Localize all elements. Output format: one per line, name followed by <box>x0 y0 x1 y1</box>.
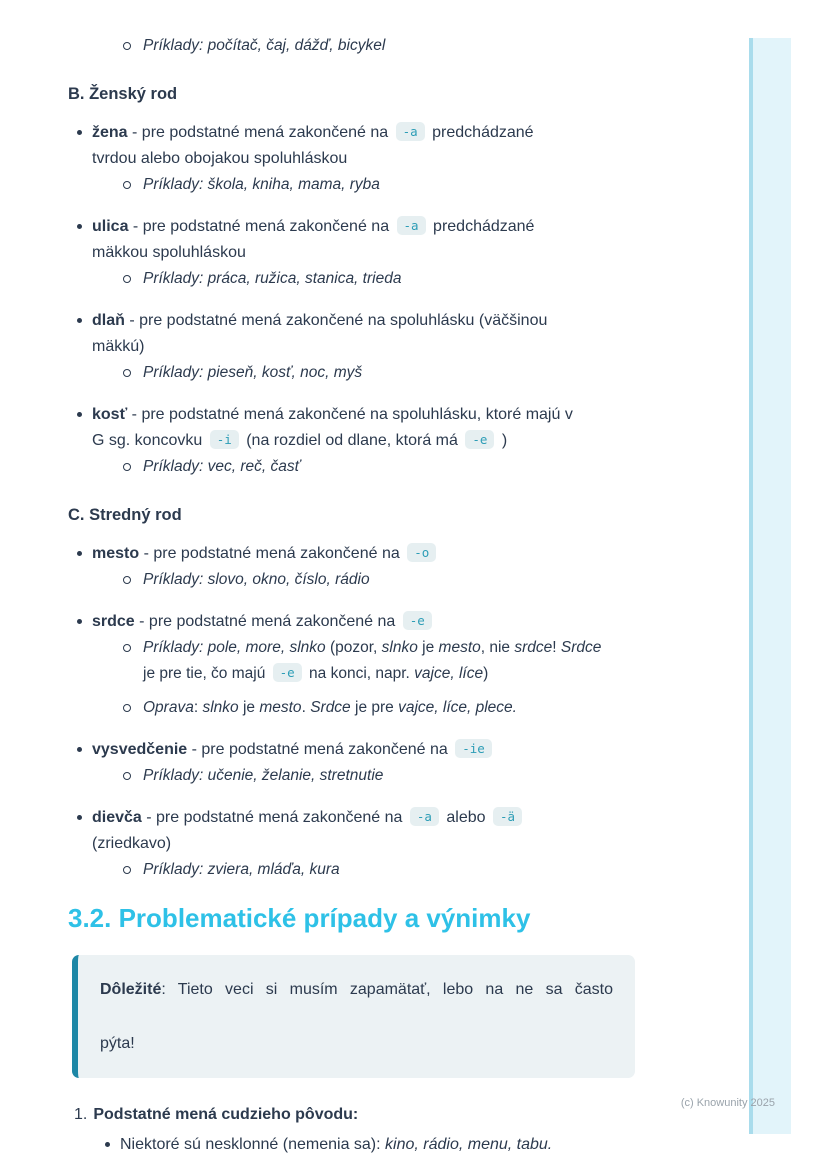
list-item <box>68 1132 728 1158</box>
bullet-dot-icon <box>77 747 82 752</box>
text-line <box>92 428 728 454</box>
list-item <box>68 308 728 360</box>
text-run: Niektoré sú nesklonné (nemenia sa): <box>120 1136 386 1153</box>
text-run: (pozor, <box>329 639 382 656</box>
callout-text <box>100 976 613 1057</box>
circle-bullet-icon <box>123 576 131 584</box>
numbered-item-title-line <box>68 1102 728 1128</box>
page-edge-decoration-bar <box>749 38 791 1134</box>
example-italic: Príklady: počítač, čaj, dážď, bicykel <box>143 37 386 54</box>
circle-bullet-icon <box>123 42 131 50</box>
list-item <box>68 609 728 635</box>
text-run: - pre podstatné mená zakončené na <box>141 809 407 826</box>
list-item <box>68 214 728 266</box>
list-item-text <box>120 1132 728 1158</box>
text-line <box>143 857 728 883</box>
list-item <box>68 737 728 763</box>
example-italic: Oprava <box>143 699 194 716</box>
example-italic: Príklady: slovo, okno, číslo, rádio <box>143 571 370 588</box>
circle-bullet-icon <box>123 704 131 712</box>
list-item-text <box>143 172 728 198</box>
text-run: - pre podstatné mená zakončené na <box>127 124 393 141</box>
list-item-text <box>92 214 728 266</box>
text-run: predchádzané <box>428 218 535 235</box>
list-item-text <box>143 454 728 480</box>
list-item-text <box>92 541 728 567</box>
example-italic: slnko <box>202 699 239 716</box>
list-item <box>68 402 728 454</box>
ending-badge: -a <box>396 122 425 141</box>
bullet-dot-icon <box>77 619 82 624</box>
document-content <box>68 33 728 1158</box>
text-line <box>143 454 728 480</box>
ending-badge: -a <box>397 216 426 235</box>
list-item-text <box>143 360 728 386</box>
text-line <box>92 334 728 360</box>
text-run: - pre podstatné mená zakončené na spoluhlásku, ktoré majú v <box>127 406 573 423</box>
list-item-text <box>92 737 728 763</box>
text-run: (zriedkavo) <box>92 835 172 852</box>
example-italic: Príklady: škola, kniha, mama, ryba <box>143 176 380 193</box>
text-line <box>143 266 728 292</box>
text-line <box>92 214 728 240</box>
term-bold: dlaň <box>92 312 125 329</box>
text-line <box>92 240 728 266</box>
bullet-dot-icon <box>77 130 82 135</box>
sub-list-item <box>68 857 728 883</box>
text-line <box>100 976 613 1030</box>
bullet-item-group <box>68 737 728 789</box>
ending-badge: -ä <box>493 807 522 826</box>
sub-list-item <box>68 695 728 721</box>
sub-list-item <box>68 454 728 480</box>
number-marker: 1. <box>74 1106 88 1123</box>
circle-bullet-icon <box>123 463 131 471</box>
text-run: tvrdou alebo obojakou spoluhláskou <box>92 150 348 167</box>
text-run: je pre <box>350 699 399 716</box>
text-run: - pre podstatné mená zakončené na <box>128 218 394 235</box>
list-item-text <box>143 567 728 593</box>
text-line <box>120 1132 728 1158</box>
example-italic: Príklady: pieseň, kosť, noc, myš <box>143 364 363 381</box>
text-run: ) <box>497 432 508 449</box>
text-line <box>143 172 728 198</box>
list-item-text <box>143 857 728 883</box>
list-item-text <box>143 635 728 687</box>
text-run: G sg. koncovku <box>92 432 207 449</box>
bullet-dot-icon <box>77 318 82 323</box>
text-line <box>143 661 728 687</box>
ending-badge: -o <box>407 543 436 562</box>
list-item-text <box>143 695 728 721</box>
example-italic: Srdce <box>560 639 602 656</box>
text-line <box>92 120 728 146</box>
bullet-dot-icon <box>105 1142 110 1147</box>
example-italic: srdce <box>514 639 553 656</box>
list-item-text <box>92 120 728 172</box>
term-bold: Dôležité <box>100 981 162 998</box>
bullet-dot-icon <box>77 224 82 229</box>
text-run: - pre podstatné mená zakončené na spoluhlásku (väčšinou <box>124 312 548 329</box>
example-italic: Srdce <box>310 699 351 716</box>
text-line <box>143 635 728 661</box>
text-line <box>143 33 728 59</box>
list-item-text <box>143 33 728 59</box>
bullet-dot-icon <box>77 815 82 820</box>
example-italic: Príklady: učenie, želanie, stretnutie <box>143 767 384 784</box>
list-item <box>68 805 728 857</box>
ending-badge: -e <box>403 611 432 630</box>
term-bold: ulica <box>92 218 129 235</box>
section-heading: B. Ženský rod <box>68 85 178 103</box>
text-line <box>143 763 728 789</box>
bullet-item-group <box>68 402 728 480</box>
text-run: na konci, napr. <box>304 665 415 682</box>
section-heading: C. Stredný rod <box>68 506 182 524</box>
text-run: : <box>193 699 203 716</box>
list-item-text <box>92 402 728 454</box>
text-line <box>92 805 728 831</box>
copyright-footer: (c) Knowunity 2025 <box>680 1097 775 1109</box>
text-line <box>92 609 728 635</box>
numbered-item-title: Podstatné mená cudzieho pôvodu: <box>93 1106 359 1123</box>
text-line <box>92 146 728 172</box>
text-run: ! <box>552 639 561 656</box>
example-italic: Príklady: práca, ružica, stanica, trieda <box>143 270 402 287</box>
sub-list-item <box>68 266 728 292</box>
text-run: - pre podstatné mená zakončené na <box>134 613 400 630</box>
gender-sections <box>68 83 728 883</box>
list-item <box>68 541 728 567</box>
ending-badge: -e <box>273 663 302 682</box>
circle-bullet-icon <box>123 275 131 283</box>
text-run: - pre podstatné mená zakončené na <box>187 741 453 758</box>
sub-list-item <box>68 33 728 59</box>
sub-list-item <box>68 763 728 789</box>
bullet-item-group <box>68 308 728 386</box>
text-run: mäkkou spoluhláskou <box>92 244 246 261</box>
example-italic: kino, rádio, menu, tabu. <box>385 1136 553 1153</box>
example-italic: Príklady: vec, reč, časť <box>143 458 301 475</box>
circle-bullet-icon <box>123 866 131 874</box>
circle-bullet-icon <box>123 181 131 189</box>
text-line <box>92 737 728 763</box>
text-run: alebo <box>441 809 490 826</box>
text-run: . <box>301 699 311 716</box>
bullet-item-group <box>68 541 728 593</box>
text-run: (na rozdiel od dlane, ktorá má <box>241 432 463 449</box>
ending-badge: -ie <box>455 739 492 758</box>
text-run: predchádzané <box>427 124 534 141</box>
sub-list-item <box>68 635 728 687</box>
circle-bullet-icon <box>123 644 131 652</box>
term-bold: dievča <box>92 809 142 826</box>
list-item-text <box>143 266 728 292</box>
example-italic: slnko <box>381 639 418 656</box>
text-run: pýta! <box>100 1035 135 1052</box>
bullet-item-group <box>68 214 728 292</box>
intro-example-list <box>68 33 728 59</box>
numbered-item <box>68 1102 728 1158</box>
text-run: je <box>238 699 260 716</box>
sub-list-item <box>68 360 728 386</box>
bullet-item-group <box>68 120 728 198</box>
important-callout <box>72 955 635 1078</box>
section-heading-3-2: 3.2. Problematické prípady a výnimky <box>68 903 531 933</box>
circle-bullet-icon <box>123 369 131 377</box>
text-line <box>143 360 728 386</box>
text-run: - pre podstatné mená zakončené na <box>139 545 405 562</box>
text-run: mäkkú) <box>92 338 145 355</box>
term-bold: srdce <box>92 613 135 630</box>
bullet-item-group <box>68 805 728 883</box>
text-line <box>92 541 728 567</box>
bullet-item-group <box>68 609 728 721</box>
bullet-dot-icon <box>77 551 82 556</box>
ending-badge: -a <box>410 807 439 826</box>
text-line <box>143 567 728 593</box>
example-italic: mesto <box>438 639 481 656</box>
text-line <box>92 308 728 334</box>
text-run: , nie <box>480 639 515 656</box>
text-line <box>92 831 728 857</box>
bullet-dot-icon <box>77 412 82 417</box>
list-item-text <box>143 763 728 789</box>
circle-bullet-icon <box>123 772 131 780</box>
ending-badge: -e <box>465 430 494 449</box>
example-italic: vajce, líce, plece. <box>398 699 517 716</box>
term-bold: žena <box>92 124 128 141</box>
example-italic: vajce, líce <box>414 665 484 682</box>
numbered-list <box>68 1102 728 1158</box>
list-item-text <box>92 308 728 360</box>
term-bold: kosť <box>92 406 128 423</box>
text-line <box>143 695 728 721</box>
text-run: je pre tie, čo majú <box>143 665 270 682</box>
example-italic: Príklady: pole, more, slnko <box>143 639 330 656</box>
ending-badge: -i <box>210 430 239 449</box>
list-item <box>68 120 728 172</box>
term-bold: mesto <box>92 545 140 562</box>
list-item-text <box>92 805 728 857</box>
text-run: ) <box>483 665 489 682</box>
text-run: : Tieto veci si musím zapamätať, lebo na ne sa často <box>161 981 613 998</box>
text-line <box>100 1030 613 1057</box>
term-bold: vysvedčenie <box>92 741 188 758</box>
example-italic: mesto <box>259 699 302 716</box>
list-item-text <box>92 609 728 635</box>
text-line <box>92 402 728 428</box>
sub-list-item <box>68 567 728 593</box>
sub-list-item <box>68 172 728 198</box>
text-run: je <box>417 639 439 656</box>
example-italic: Príklady: zviera, mláďa, kura <box>143 861 340 878</box>
